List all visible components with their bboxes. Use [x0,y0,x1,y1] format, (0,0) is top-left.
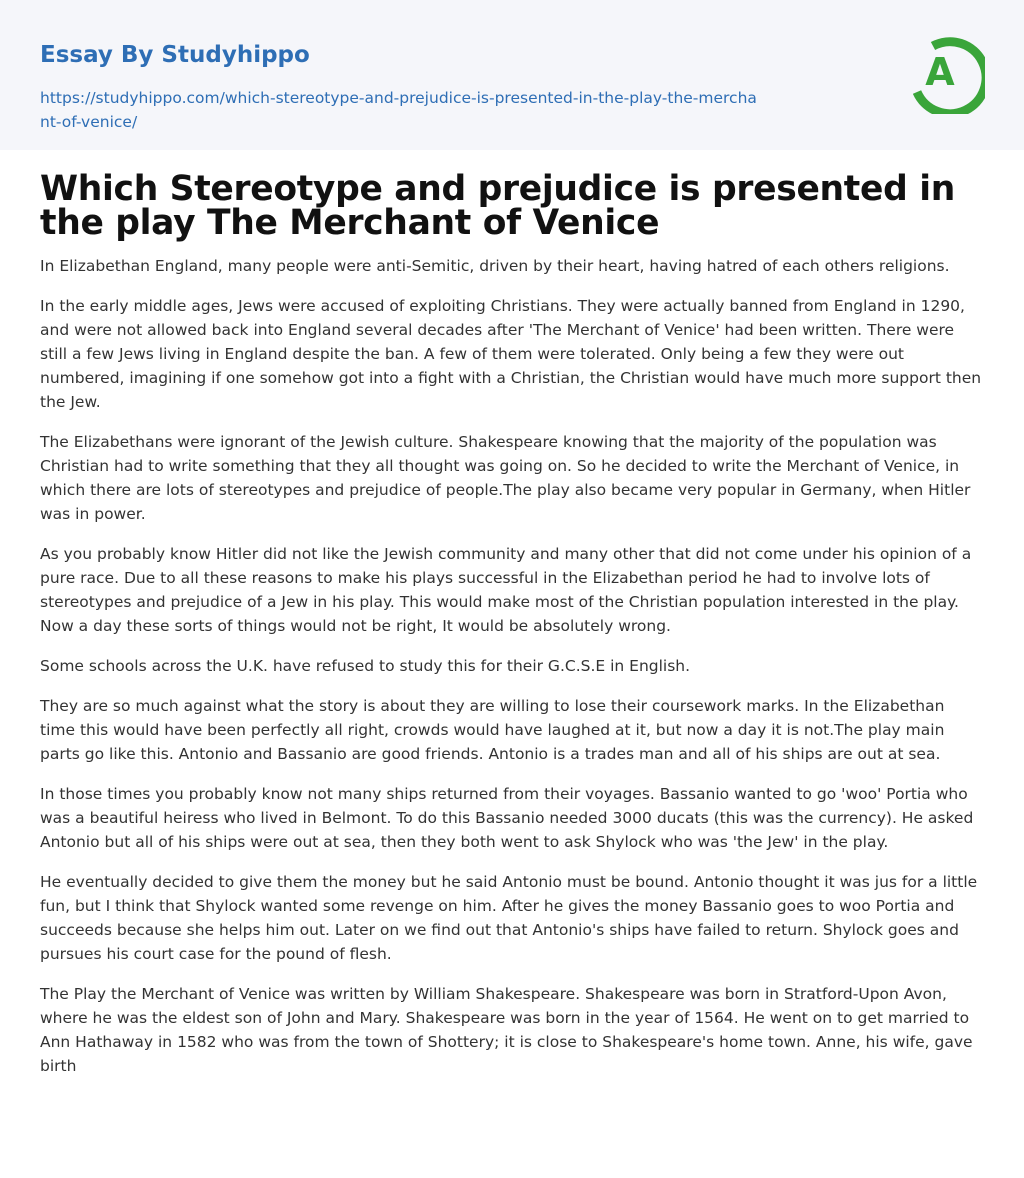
article-paragraph: The Play the Merchant of Venice was written by William Shakespeare. Shakespeare was born in Stratford-Upon Avon, where he was the eldest son of John and Mary. Shakespeare was born in the year of 1564. He went on to get married to Ann Hathaway in 1582 who was from the town of Shottery; it is close to Shakespeare's home town. Anne, his wife, gave birth [40,985,973,1075]
page-header [0,0,1024,150]
article-paragraph: In the early middle ages, Jews were accused of exploiting Christians. They were actually banned from England in 1290, and were not allowed back into England several decades after 'The Merchant of Venice' had been written. There were still a few Jews living in England despite the ban. A few of them were tolerated. Only being a few they were out numbered, imagining if one somehow got into a fight with a Christian, the Christian would have much more support then the Jew. [40,297,982,411]
logo-letter: A [925,50,955,94]
article-paragraph: In Elizabethan England, many people were anti-Semitic, driven by their heart, having hatred of each others religions. [40,257,950,275]
source-url-link[interactable]: https://studyhippo.com/which-stereotype-and-prejudice-is-presented-in-the-play-the-merchant-of-venice/ [40,89,757,131]
article-paragraph: The Elizabethans were ignorant of the Jewish culture. Shakespeare knowing that the majority of the population was Christian had to write something that they all thought was going on. So he decided to write the Merchant of Venice, in which there are lots of stereotypes and prejudice of people.The play also became very popular in Germany, when Hitler was in power. [40,433,971,523]
brand-title: Essay By Studyhippo [40,42,310,68]
article-title: Which Stereotype and prejudice is presented in the play The Merchant of Venice [40,169,955,243]
article-paragraph: In those times you probably know not many ships returned from their voyages. Bassanio wanted to go 'woo' Portia who was a beautiful heiress who lived in Belmont. To do this Bassanio needed 3000 ducats (this was the currency). He asked Antonio but all of his ships were out at sea, then they both went to ask Shylock who was 'the Jew' in the play. [40,785,974,851]
studyhippo-logo-icon[interactable] [913,30,985,114]
article-paragraph: He eventually decided to give them the money but he said Antonio must be bound. Antonio thought it was jus for a little fun, but I think that Shylock wanted some revenge on him. After he gives the money Bassanio goes to woo Portia and succeeds because she helps him out. Later on we find out that Antonio's ships have failed to return. Shylock goes and pursues his court case for the pound of flesh. [40,873,978,963]
article-paragraph: As you probably know Hitler did not like the Jewish community and many other that did not come under his opinion of a pure race. Due to all these reasons to make his plays successful in the Elizabethan period he had to involve lots of stereotypes and prejudice of a Jew in his play. This would make most of the Christian population interested in the play. Now a day these sorts of things would not be right, It would be absolutely wrong. [40,545,972,635]
article [0,169,1024,1078]
article-paragraph: Some schools across the U.K. have refused to study this for their G.C.S.E in English. [40,657,691,675]
article-paragraph: They are so much against what the story is about they are willing to lose their coursework marks. In the Elizabethan time this would have been perfectly all right, crowds would have laughed at it, but now a day it is not.The play main parts go like this. Antonio and Bassanio are good friends. Antonio is a trades man and all of his ships are out at sea. [40,697,945,763]
